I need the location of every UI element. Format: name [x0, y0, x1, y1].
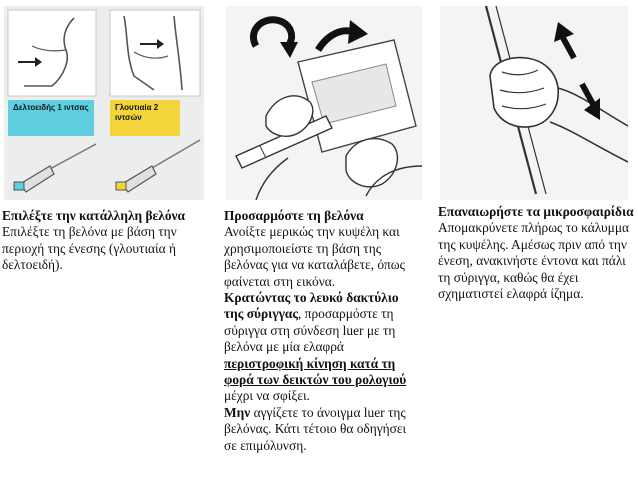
step-2-bold-3: Μην	[224, 404, 251, 420]
deltoid-label-text: Δελτοειδής 1 ιντσας	[13, 103, 89, 112]
step-2-body-3-text: αγγίζετε το άνοιγμα luer της βελόνας. Κάτι τέτοιο θα οδηγήσει σε επιμόλυνση.	[224, 404, 407, 453]
step-2-body-3	[224, 405, 420, 454]
step-3	[436, 0, 636, 492]
step-3-illustration	[440, 6, 628, 200]
step-1-illustration	[4, 6, 204, 200]
shake-syringe-illustration	[440, 6, 628, 200]
step-1-text	[2, 208, 206, 274]
gluteal-label-text: Γλουτιαία 2 ιντσών	[115, 103, 159, 122]
step-2-bold-2: Κρατώντας το λευκό δακτύλιο της σύριγγας	[224, 290, 399, 322]
step-3-text	[438, 204, 634, 302]
deltoid-needle-icon	[14, 144, 96, 192]
step-2-body-2a: , προσαρμόστε τη σύριγγα στη σύνδεση luer με τη βελόνα με μία ελαφρά	[224, 306, 396, 355]
step-2-body-2b: μέχρι να σφίξει.	[224, 388, 310, 404]
needle-attach-illustration	[226, 6, 422, 200]
step-2-underline: περιστροφική κίνηση κατά τη φορά των δεικτών του ρολογιού	[224, 355, 407, 388]
step-1	[0, 0, 210, 492]
step-2	[222, 0, 432, 492]
step-2-text	[224, 208, 420, 454]
step-1-title: Επιλέξτε την κατάλληλη βελόνα	[2, 208, 185, 223]
gluteal-label	[110, 100, 180, 136]
step-1-body: Επιλέξτε τη βελόνα με βάση την περιοχή της ένεσης (γλουτιαία ή δελτοειδή).	[2, 224, 177, 273]
step-2-body-2	[224, 290, 420, 405]
deltoid-label	[8, 100, 94, 136]
step-3-title: Επαναιωρήστε τα μικροσφαιρίδια	[438, 204, 634, 219]
gluteal-needle-icon	[116, 140, 200, 192]
step-2-illustration	[226, 6, 422, 200]
step-2-body-1: Ανοίξτε μερικώς την κυψέλη και χρησιμοποιείστε τη βάση της βελόνας για να καταλάβετε, όπως φαίνεται στη εικόνα.	[224, 224, 405, 289]
step-2-title: Προσαρμόστε τη βελόνα	[224, 208, 364, 223]
step-3-body: Απομακρύνετε πλήρως το κάλυμμα της κυψέλης. Αμέσως πριν από την ένεση, ανακινήστε έντονα και πάλι τη σύριγγα, καθώς θα έχει σχηματιστεί ελαφρά ίζημα.	[438, 220, 630, 302]
